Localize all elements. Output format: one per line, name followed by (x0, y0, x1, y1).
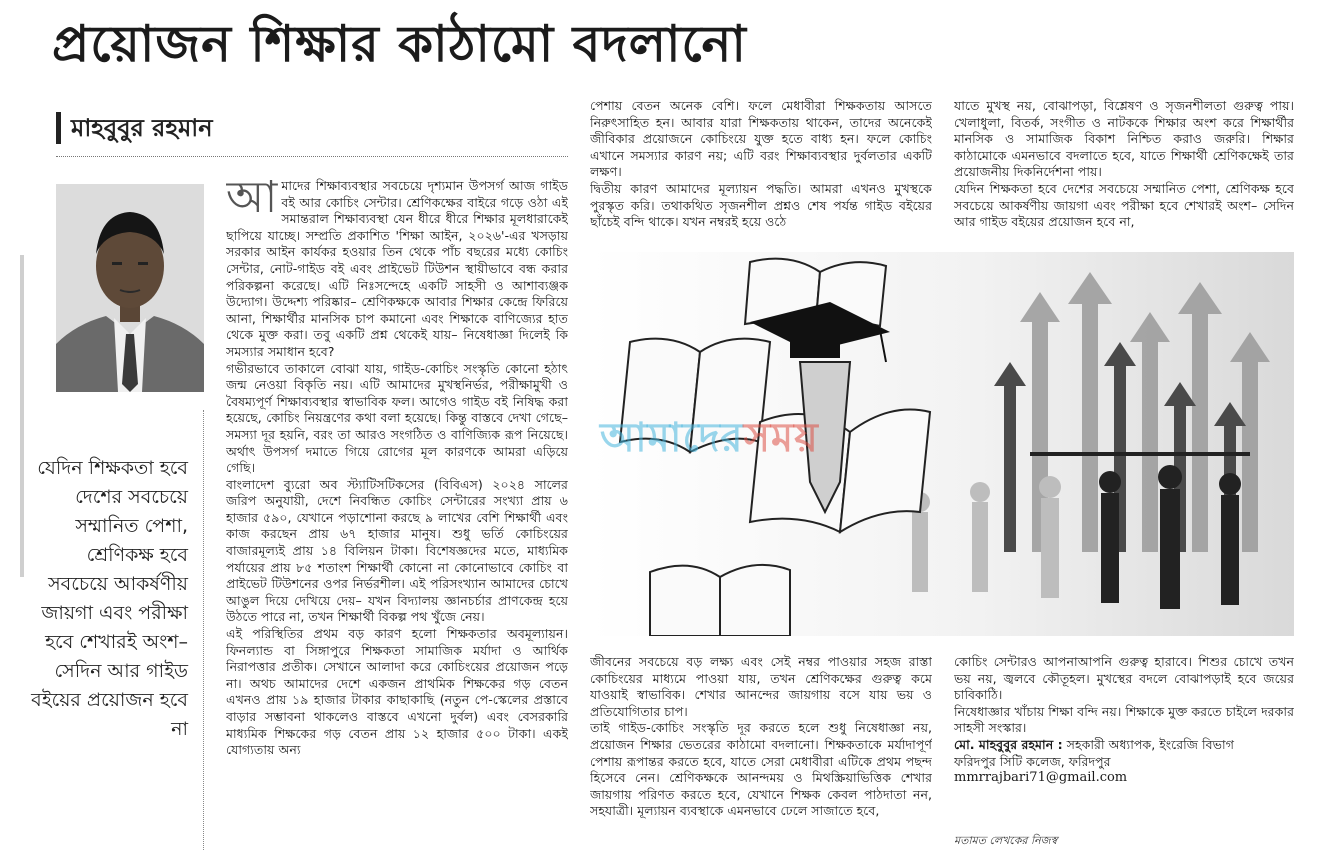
col1-paragraph-1: মাদের শিক্ষাব্যবস্থার সবচেয়ে দৃশ্যমান উপসর্গ আজ গাইড বই আর কোচিং সেন্টার। শ্রেণিকক্ষের বাইরে গড়ে ওঠা এই সমান্তরাল শিক্ষাব্যবস্থা যেন ধীরে ধীরে শিক্ষার মূলধারাকেই ছাপিয়ে যাচ্ছে। সম্প্রতি প্রকাশিত 'শিক্ষা আইন, ২০২৬'-এর খসড়ায় সরকার আইন কার্যকর হওয়ার তিন থেকে পাঁচ বছরের মধ্যে কোচিং সেন্টার, নোট-গাইড বই এবং প্রাইভেট টিউশন স্থায়ীভাবে বন্ধ করার পরিকল্পনা করেছে। এটি নিঃসন্দেহে একটি সাহসী ও আশাব্যঞ্জক উদ্যোগ। উদ্দেশ্য পরিষ্কার– শ্রেণিকক্ষকে আবার শিক্ষার কেন্দ্রে ফিরিয়ে আনা, শিক্ষার্থীর মানসিক চাপ কমানো এবং শিক্ষাকে বাণিজ্যের হাত থেকে মুক্ত করা। তবু একটি প্রশ্ন থেকেই যায়– নিষেধাজ্ঞা দিলেই কি সমস্যার সমাধান হবে? (226, 178, 568, 359)
headline: প্রয়োজন শিক্ষার কাঠামো বদলানো (52, 15, 747, 73)
author-name: মো. মাহবুবুর রহমান : (954, 736, 1063, 752)
watermark (600, 406, 819, 473)
opinion-note: মতামত লেখকের নিজস্ব (954, 834, 1058, 847)
drop-cap: আ (226, 178, 278, 223)
author-role: সহকারী অধ্যাপক, ইংরেজি বিভাগ (1062, 736, 1234, 752)
col5-paragraph-1: কোচিং সেন্টারও আপনাআপনি গুরুত্ব হারাবে। শিশুর চোখে তখন ভয় নয়, জ্বলবে কৌতূহল। মুখস্থের বদলে বোঝাপড়াই হবে জয়ের চাবিকাঠি। (954, 654, 1294, 703)
column-divider (203, 410, 204, 850)
byline: মাহবুবুর রহমান (56, 112, 213, 144)
quote-accent-rule (20, 255, 24, 577)
author-email[interactable]: mmrrajbari71@gmail.com (954, 770, 1128, 786)
col2-paragraph-2: দ্বিতীয় কারণ আমাদের মূল্যায়ন পদ্ধতি। আমরা এখনও মুখস্থকে পুরস্কৃত করি। তথাকথিত সৃজনশীল প্রশ্নও শেষ পর্যন্ত গাইড বইয়ের ছাঁচেই বন্দি থাকে। যখন নম্বরই হয়ে ওঠে (590, 180, 932, 230)
author-photo (56, 184, 204, 392)
col3-paragraph-1: যাতে মুখস্থ নয়, বোঝাপড়া, বিশ্লেষণ ও সৃজনশীলতা গুরুত্ব পায়। খেলাধুলা, বিতর্ক, সংগীত ও নাটককে শিক্ষার অংশ করে শিক্ষার্থীর মানসিক ও সামাজিক বিকাশ নিশ্চিত করাও জরুরি। শিক্ষার কাঠামোকে এমনভাবে বদলাতে হবে, যাতে শিক্ষার্থী শ্রেণিকক্ষেই তার প্রয়োজনীয় দিকনির্দেশনা পায়। (954, 98, 1294, 180)
author-portrait-image (56, 184, 204, 392)
column-3 (954, 98, 1294, 246)
author-college: ফরিদপুর সিটি কলেজ, ফরিদপুর (954, 753, 1111, 769)
col1-paragraph-3: বাংলাদেশ ব্যুরো অব স্ট্যাটিসটিকসের (বিবিএস) ২০২৪ সালের জরিপ অনুযায়ী, দেশে নিবন্ধিত কোচিং সেন্টারের সংখ্যা প্রায় ৬ হাজার ৫৯০, যেখানে পড়াশোনা করছে ৯ লাখের বেশি শিক্ষার্থী এবং কাজ করছেন প্রায় ৬৭ হাজার মানুষ। শুধু ভর্তি কোচিংয়ের বাজারমূল্যই প্রায় ১৪ বিলিয়ন টাকা। বিশেষজ্ঞদের মতে, মাধ্যমিক পর্যায়ের প্রায় ৮৫ শতাংশ শিক্ষার্থী কোনো না কোনোভাবে কোচিং বা প্রাইভেট টিউশনের ওপর নির্ভরশীল। এই পরিসংখ্যান আমাদের চোখে আঙুল দিয়ে দেখিয়ে দেয়– যখন বিদ্যালয় জ্ঞানচর্চার প্রাণকেন্দ্র হয়ে উঠতে পারে না, তখন শিক্ষার্থী বিকল্প পথ খুঁজে নেয়। (226, 476, 568, 625)
col1-paragraph-4: এই পরিস্থিতির প্রথম বড় কারণ হলো শিক্ষকতার অবমূল্যায়ন। ফিনল্যান্ড বা সিঙ্গাপুরে শিক্ষকতা সামাজিক মর্যাদা ও আর্থিক নিরাপত্তার প্রতীক। সেখানে আলাদা করে কোচিংয়ের প্রয়োজন পড়ে না। অথচ আমাদের দেশে একজন প্রাথমিক শিক্ষকের গড় বেতন এখনও প্রায় ১৯ হাজার টাকার কাছাকাছি (নতুন পে-স্কেলের প্রস্তাবে বাড়ার সম্ভাবনা থাকলেও বাস্তবে এখনো দুর্বল) এবং বেসরকারি মাধ্যমিক শিক্ষকের গড় বেতন প্রায় ১২ হাজার ৫০০ টাকা। একই যোগ্যতায় অন্য (226, 626, 568, 758)
col4-paragraph-2: তাই গাইড-কোচিং সংস্কৃতি দূর করতে হলে শুধু নিষেধাজ্ঞা নয়, প্রয়োজন শিক্ষার ভেতরের কাঠামো বদলানো। শিক্ষকতাকে মর্যাদাপূর্ণ পেশায় রূপান্তর করতে হবে, যাতে সেরা মেধাবীরা এটিকে প্রথম পছন্দ হিসেবে নেন। শ্রেণিকক্ষকে আনন্দময় ও মিথস্ক্রিয়াভিত্তিক শেখার জায়গায় পরিণত করতে হবে, যেখানে শিক্ষক কেবল পাঠদাতা নন, সহযাত্রী। মূল্যায়ন ব্যবস্থাকে এমনভাবে ঢেলে সাজাতে হবে, (590, 720, 932, 819)
author-credit (954, 737, 1294, 754)
watermark-part-2: সময় (743, 415, 819, 461)
col1-paragraph-2: গভীরভাবে তাকালে বোঝা যায়, গাইড-কোচিং সংস্কৃতি কোনো হঠাৎ জন্ম নেওয়া বিকৃতি নয়। এটি আমাদের মুখস্থনির্ভর, পরীক্ষামুখী ও বৈষম্যপূর্ণ শিক্ষাব্যবস্থার স্বাভাবিক ফল। আগেও গাইড বই নিষিদ্ধ করা হয়েছে, কোচিং নিয়ন্ত্রণের কথা বলা হয়েছে। কিন্তু বাস্তবে দেখা গেছে– সমস্যা দূর হয়নি, বরং তা আরও সংগঠিত ও বাণিজ্যিক রূপ নিয়েছে। অর্থাৎ উপসর্গ দমাতে গিয়ে রোগের মূল কারণকে আমরা এড়িয়ে গেছি। (226, 360, 568, 476)
column-4 (590, 654, 932, 860)
col2-paragraph-1: পেশায় বেতন অনেক বেশি। ফলে মেধাবীরা শিক্ষকতায় আসতে নিরুৎসাহিত হন। আবার যারা শিক্ষকতায় থাকেন, তাদের অনেকেই জীবিকার প্রয়োজনে কোচিংয়ে যুক্ত হতে বাধ্য হন। ফলে কোচিং এখানে সমস্যার কারণ নয়; এটি বরং শিক্ষাব্যবস্থার দুর্বলতার একটি লক্ষণ। (590, 98, 932, 180)
col4-paragraph-1: জীবনের সবচেয়ে বড় লক্ষ্য এবং সেই নম্বর পাওয়ার সহজ রাস্তা কোচিংয়ের মাধ্যমে পাওয়া যায়, তখন শ্রেণিকক্ষের গুরুত্ব কমে যাওয়াই স্বাভাবিক। শেখার আনন্দের জায়গায় বসে যায় ভয় ও প্রতিযোগিতার চাপ। (590, 654, 932, 719)
column-5 (954, 654, 1294, 860)
column-1 (226, 178, 568, 860)
column-2 (590, 98, 932, 246)
pull-quote: যেদিন শিক্ষকতা হবে দেশের সবচেয়ে সম্মানিত পেশা, শ্রেণিকক্ষ হবে সবচেয়ে আকর্ষণীয় জায়গা এবং পরীক্ষা হবে শেখারই অংশ– সেদিন আর গাইড বইয়ের প্রয়োজন হবে না (31, 457, 188, 740)
watermark-part-1: আমাদের (600, 415, 744, 461)
byline-divider (56, 156, 568, 157)
col3-paragraph-2: যেদিন শিক্ষকতা হবে দেশের সবচেয়ে সম্মানিত পেশা, শ্রেণিকক্ষ হবে সবচেয়ে আকর্ষণীয় জায়গা এবং পরীক্ষা হবে শেখারই অংশ– সেদিন আর গাইড বইয়ের প্রয়োজন হবে না, (954, 180, 1294, 230)
col5-paragraph-2: নিষেধাজ্ঞার খাঁচায় শিক্ষা বন্দি নয়। শিক্ষাকে মুক্ত করতে চাইলে দরকার সাহসী সংস্কার। (954, 703, 1294, 736)
